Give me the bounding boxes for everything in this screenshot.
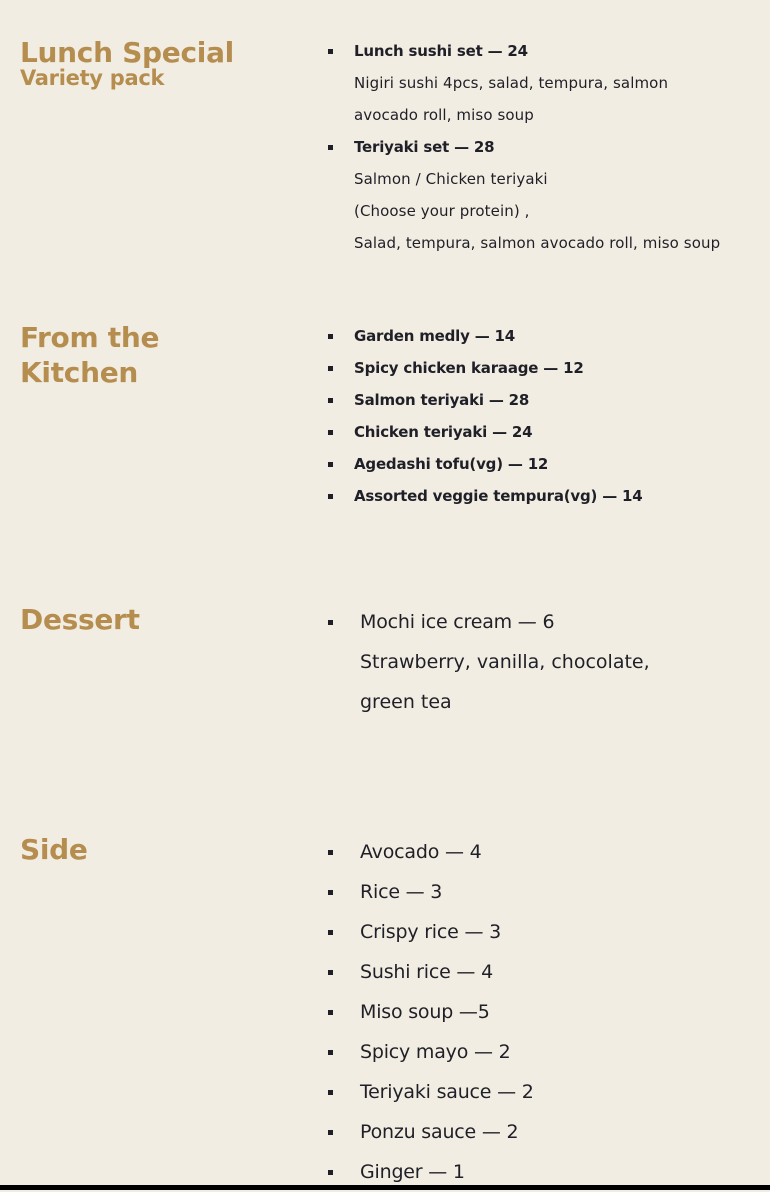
bullet-icon — [328, 494, 333, 499]
kitchen-list — [354, 320, 643, 512]
list-item — [360, 912, 534, 952]
item-name: Chicken teriyaki — 24 — [354, 423, 533, 441]
list-item — [354, 320, 643, 352]
list-item — [354, 480, 643, 512]
item-name: Avocado — 4 — [360, 841, 482, 863]
item-name: Ginger — 1 — [360, 1161, 465, 1183]
section-title: From the — [20, 321, 160, 354]
item-name: Spicy mayo — 2 — [360, 1041, 511, 1063]
item-name: Sushi rice — 4 — [360, 961, 493, 983]
side-heading — [20, 832, 88, 867]
list-item — [360, 872, 534, 912]
section-subtitle: Variety pack — [20, 66, 165, 90]
bullet-icon — [328, 462, 333, 467]
bullet-icon — [328, 1170, 333, 1175]
bullet-icon — [328, 1090, 333, 1095]
item-name: Spicy chicken karaage — 12 — [354, 359, 584, 377]
item-name: Lunch sushi set — 24 — [354, 42, 528, 60]
item-name: Teriyaki set — 28 — [354, 138, 495, 156]
bullet-icon — [328, 930, 333, 935]
bullet-icon — [328, 49, 333, 54]
list-item — [360, 1072, 534, 1112]
list-item — [354, 384, 643, 416]
kitchen-heading — [20, 320, 159, 390]
list-item — [354, 35, 720, 131]
bottom-divider — [0, 1185, 770, 1190]
item-name: Miso soup —5 — [360, 1001, 490, 1023]
item-description: Nigiri sushi 4pcs, salad, tempura, salmon — [354, 74, 669, 92]
bullet-icon — [328, 970, 333, 975]
list-item — [354, 448, 643, 480]
bullet-icon — [328, 398, 333, 403]
item-name: Crispy rice — 3 — [360, 921, 501, 943]
section-title: Side — [20, 833, 88, 866]
list-item — [360, 1032, 534, 1072]
list-item — [360, 832, 534, 872]
lunch-special-list — [354, 35, 720, 259]
item-name: Agedashi tofu(vg) — 12 — [354, 455, 549, 473]
dessert-list — [360, 602, 650, 722]
item-name: Rice — 3 — [360, 881, 443, 903]
item-description: Salmon / Chicken teriyaki — [354, 170, 548, 188]
bullet-icon — [328, 366, 333, 371]
list-item — [360, 992, 534, 1032]
item-description: Strawberry, vanilla, chocolate, — [360, 651, 650, 673]
bullet-icon — [328, 1050, 333, 1055]
bullet-icon — [328, 890, 333, 895]
list-item — [354, 416, 643, 448]
side-list — [360, 832, 534, 1192]
bullet-icon — [328, 430, 333, 435]
section-title: Kitchen — [20, 356, 139, 389]
item-name: Ponzu sauce — 2 — [360, 1121, 519, 1143]
list-item — [354, 131, 720, 259]
list-item — [360, 1112, 534, 1152]
item-name: Mochi ice cream — 6 — [360, 611, 555, 633]
item-name: Teriyaki sauce — 2 — [360, 1081, 534, 1103]
section-title: Lunch Special — [20, 36, 234, 69]
bullet-icon — [328, 145, 333, 150]
item-description: avocado roll, miso soup — [354, 106, 534, 124]
bullet-icon — [328, 1130, 333, 1135]
lunch-special-heading — [20, 35, 234, 91]
list-item — [354, 352, 643, 384]
item-description: Salad, tempura, salmon avocado roll, miso soup — [354, 234, 721, 252]
list-item — [360, 952, 534, 992]
item-name: Assorted veggie tempura(vg) — 14 — [354, 487, 643, 505]
item-name: Salmon teriyaki — 28 — [354, 391, 530, 409]
bullet-icon — [328, 850, 333, 855]
dessert-heading — [20, 602, 140, 637]
item-name: Garden medly — 14 — [354, 327, 516, 345]
bullet-icon — [328, 620, 333, 625]
section-title: Dessert — [20, 603, 140, 636]
bullet-icon — [328, 334, 333, 339]
item-description: (Choose your protein) , — [354, 202, 530, 220]
item-description: green tea — [360, 691, 452, 713]
bullet-icon — [328, 1010, 333, 1015]
list-item — [360, 602, 650, 722]
